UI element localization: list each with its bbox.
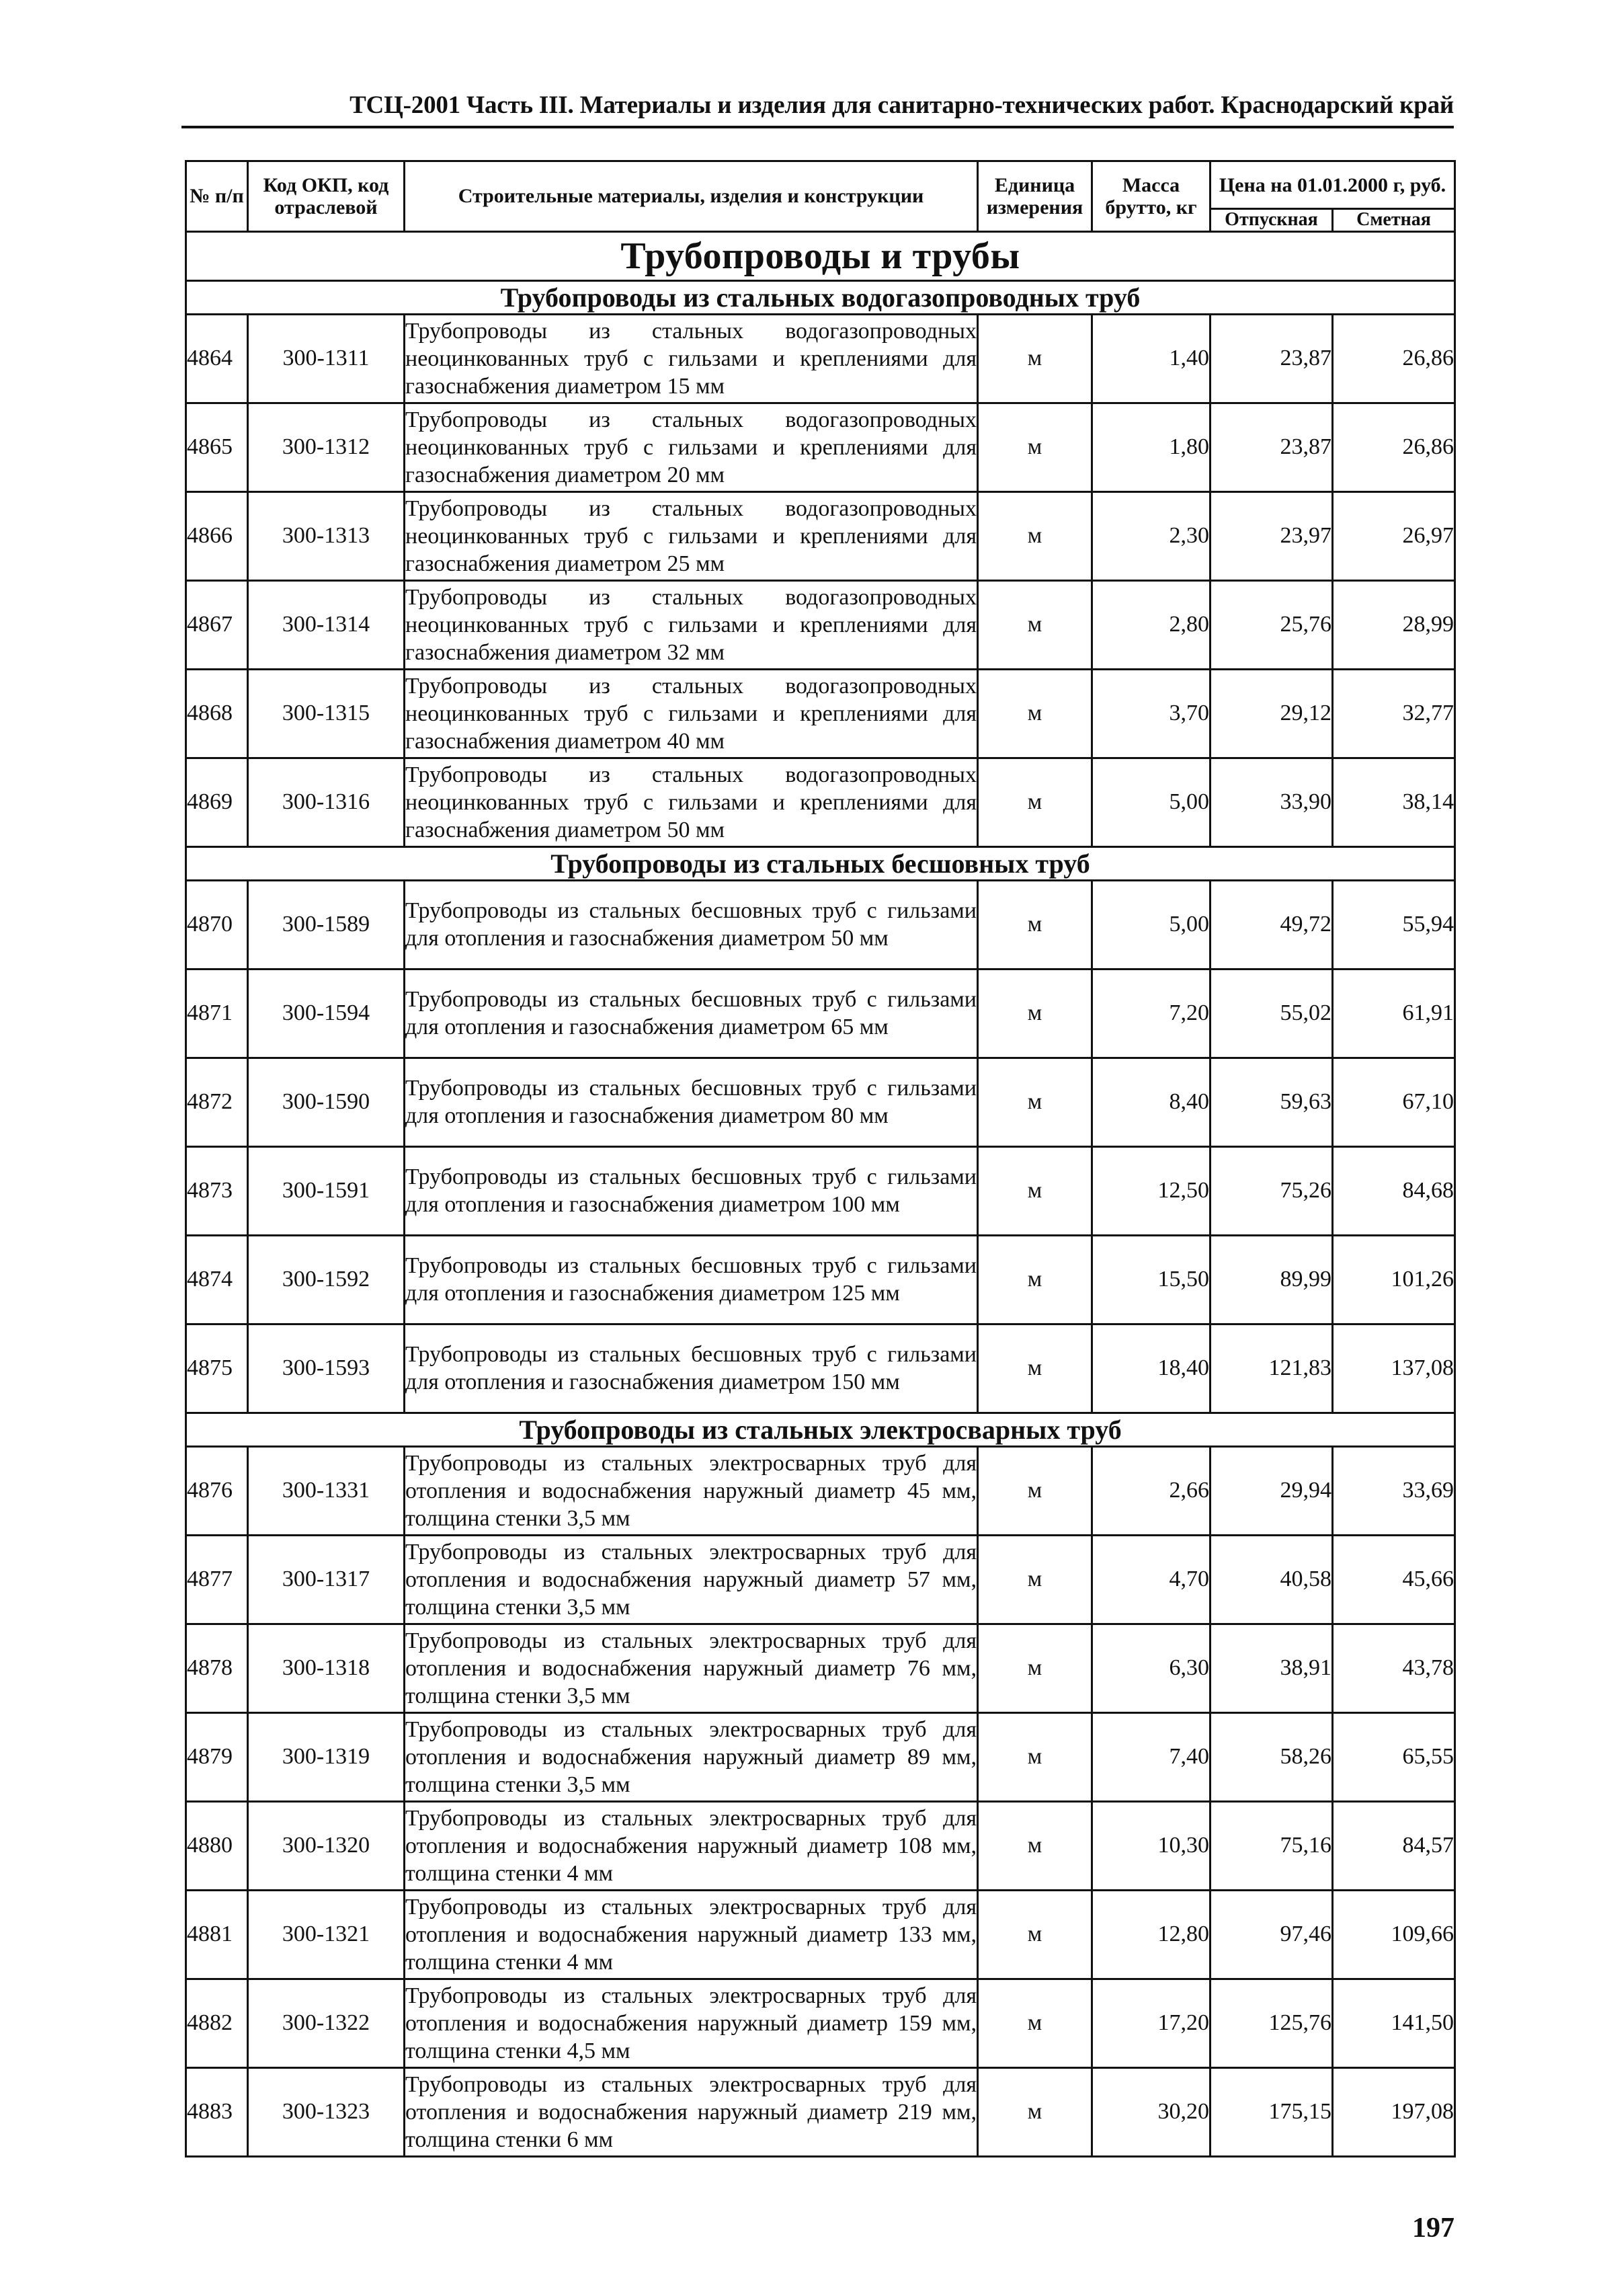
row-description: Трубопроводы из стальных электросварных труб для отопления и водоснабжения наружный диаметр 89 мм, толщина стенки 3,5 мм [405, 1712, 978, 1801]
row-number: 4874 [186, 1235, 248, 1324]
row-mass: 12,50 [1092, 1146, 1211, 1235]
col-header-mass: Масса брутто, кг [1092, 161, 1211, 232]
table-row [186, 758, 1455, 846]
row-code: 300-1320 [248, 1801, 405, 1890]
table-row [186, 1146, 1455, 1235]
row-code: 300-1589 [248, 880, 405, 969]
row-mass: 17,20 [1092, 1979, 1211, 2067]
row-price-estimate: 197,08 [1333, 2067, 1455, 2156]
row-code: 300-1591 [248, 1146, 405, 1235]
row-code: 300-1331 [248, 1446, 405, 1535]
table-row [186, 1801, 1455, 1890]
row-description: Трубопроводы из стальных бесшовных труб с гильзами для отопления и газоснабжения диаметром 125 мм [405, 1235, 978, 1324]
row-price-estimate: 32,77 [1333, 669, 1455, 758]
row-price-release: 40,58 [1211, 1535, 1333, 1624]
row-code: 300-1592 [248, 1235, 405, 1324]
row-number: 4875 [186, 1324, 248, 1413]
row-price-release: 58,26 [1211, 1712, 1333, 1801]
row-number: 4873 [186, 1146, 248, 1235]
row-description: Трубопроводы из стальных водогазопроводных неоцинкованных труб с гильзами и креплениями для газоснабжения диаметром 40 мм [405, 669, 978, 758]
row-mass: 30,20 [1092, 2067, 1211, 2156]
row-price-estimate: 84,68 [1333, 1146, 1455, 1235]
row-mass: 7,40 [1092, 1712, 1211, 1801]
row-price-release: 23,87 [1211, 403, 1333, 491]
row-mass: 1,80 [1092, 403, 1211, 491]
section-title: Трубопроводы и трубы [186, 231, 1455, 280]
row-mass: 2,30 [1092, 491, 1211, 580]
row-mass: 5,00 [1092, 880, 1211, 969]
row-description: Трубопроводы из стальных бесшовных труб с гильзами для отопления и газоснабжения диаметром 80 мм [405, 1058, 978, 1146]
row-description: Трубопроводы из стальных электросварных труб для отопления и водоснабжения наружный диаметр 76 мм, толщина стенки 3,5 мм [405, 1624, 978, 1712]
price-table [185, 160, 1456, 2158]
row-price-release: 75,26 [1211, 1146, 1333, 1235]
row-description: Трубопроводы из стальных электросварных труб для отопления и водоснабжения наружный диаметр 219 мм, толщина стенки 6 мм [405, 2067, 978, 2156]
row-code: 300-1317 [248, 1535, 405, 1624]
row-code: 300-1593 [248, 1324, 405, 1413]
row-price-estimate: 67,10 [1333, 1058, 1455, 1146]
row-price-estimate: 45,66 [1333, 1535, 1455, 1624]
row-mass: 2,66 [1092, 1446, 1211, 1535]
row-mass: 5,00 [1092, 758, 1211, 846]
subsection-title: Трубопроводы из стальных электросварных труб [186, 1413, 1455, 1446]
row-code: 300-1319 [248, 1712, 405, 1801]
subsection-title: Трубопроводы из стальных бесшовных труб [186, 846, 1455, 880]
table-head [186, 161, 1455, 232]
row-code: 300-1594 [248, 969, 405, 1058]
header-rule [181, 126, 1454, 128]
row-description: Трубопроводы из стальных электросварных труб для отопления и водоснабжения наружный диаметр 108 мм, толщина стенки 4 мм [405, 1801, 978, 1890]
row-number: 4878 [186, 1624, 248, 1712]
subsection-title: Трубопроводы из стальных водогазопроводных труб [186, 280, 1455, 314]
row-code: 300-1323 [248, 2067, 405, 2156]
row-price-release: 25,76 [1211, 580, 1333, 669]
row-number: 4871 [186, 969, 248, 1058]
row-code: 300-1315 [248, 669, 405, 758]
row-unit: м [978, 1146, 1092, 1235]
row-number: 4876 [186, 1446, 248, 1535]
row-price-release: 97,46 [1211, 1890, 1333, 1979]
row-price-estimate: 38,14 [1333, 758, 1455, 846]
row-number: 4872 [186, 1058, 248, 1146]
row-number: 4881 [186, 1890, 248, 1979]
row-unit: м [978, 403, 1092, 491]
row-price-estimate: 26,86 [1333, 403, 1455, 491]
row-unit: м [978, 758, 1092, 846]
table-row [186, 1235, 1455, 1324]
row-number: 4870 [186, 880, 248, 969]
row-mass: 3,70 [1092, 669, 1211, 758]
row-number: 4882 [186, 1979, 248, 2067]
row-description: Трубопроводы из стальных электросварных труб для отопления и водоснабжения наружный диаметр 57 мм, толщина стенки 3,5 мм [405, 1535, 978, 1624]
row-price-release: 49,72 [1211, 880, 1333, 969]
row-number: 4879 [186, 1712, 248, 1801]
row-unit: м [978, 580, 1092, 669]
page-header: ТСЦ-2001 Часть III. Материалы и изделия для санитарно-технических работ. Краснодарский край [350, 91, 1454, 119]
row-unit: м [978, 669, 1092, 758]
row-price-release: 125,76 [1211, 1979, 1333, 2067]
row-description: Трубопроводы из стальных водогазопроводных неоцинкованных труб с гильзами и креплениями для газоснабжения диаметром 15 мм [405, 314, 978, 403]
row-unit: м [978, 1801, 1092, 1890]
table-row [186, 1535, 1455, 1624]
row-price-release: 55,02 [1211, 969, 1333, 1058]
col-header-unit: Единица измерения [978, 161, 1092, 232]
row-description: Трубопроводы из стальных водогазопроводных неоцинкованных труб с гильзами и креплениями для газоснабжения диаметром 32 мм [405, 580, 978, 669]
row-number: 4868 [186, 669, 248, 758]
row-price-release: 23,97 [1211, 491, 1333, 580]
row-mass: 7,20 [1092, 969, 1211, 1058]
row-mass: 18,40 [1092, 1324, 1211, 1413]
row-code: 300-1316 [248, 758, 405, 846]
row-unit: м [978, 1712, 1092, 1801]
row-unit: м [978, 1624, 1092, 1712]
row-number: 4869 [186, 758, 248, 846]
row-unit: м [978, 1324, 1092, 1413]
table-row [186, 880, 1455, 969]
row-price-release: 175,15 [1211, 2067, 1333, 2156]
row-code: 300-1321 [248, 1890, 405, 1979]
row-price-release: 121,83 [1211, 1324, 1333, 1413]
table-row [186, 403, 1455, 491]
row-price-estimate: 101,26 [1333, 1235, 1455, 1324]
row-description: Трубопроводы из стальных бесшовных труб с гильзами для отопления и газоснабжения диаметром 50 мм [405, 880, 978, 969]
col-header-num: № п/п [186, 161, 248, 232]
col-header-price: Цена на 01.01.2000 г, руб. [1211, 161, 1455, 209]
row-price-release: 29,12 [1211, 669, 1333, 758]
row-mass: 12,80 [1092, 1890, 1211, 1979]
row-price-release: 33,90 [1211, 758, 1333, 846]
row-price-estimate: 26,86 [1333, 314, 1455, 403]
row-unit: м [978, 1535, 1092, 1624]
row-number: 4864 [186, 314, 248, 403]
row-description: Трубопроводы из стальных электросварных труб для отопления и водоснабжения наружный диаметр 159 мм, толщина стенки 4,5 мм [405, 1979, 978, 2067]
table-row [186, 1712, 1455, 1801]
row-unit: м [978, 880, 1092, 969]
row-number: 4877 [186, 1535, 248, 1624]
row-price-estimate: 43,78 [1333, 1624, 1455, 1712]
row-number: 4867 [186, 580, 248, 669]
page-number: 197 [1412, 2213, 1454, 2244]
row-unit: м [978, 2067, 1092, 2156]
row-number: 4866 [186, 491, 248, 580]
row-number: 4883 [186, 2067, 248, 2156]
row-mass: 8,40 [1092, 1058, 1211, 1146]
row-price-release: 75,16 [1211, 1801, 1333, 1890]
row-price-release: 59,63 [1211, 1058, 1333, 1146]
row-description: Трубопроводы из стальных бесшовных труб с гильзами для отопления и газоснабжения диаметром 65 мм [405, 969, 978, 1058]
row-price-estimate: 65,55 [1333, 1712, 1455, 1801]
table-row [186, 580, 1455, 669]
row-mass: 6,30 [1092, 1624, 1211, 1712]
row-description: Трубопроводы из стальных бесшовных труб с гильзами для отопления и газоснабжения диаметром 100 мм [405, 1146, 978, 1235]
row-code: 300-1312 [248, 403, 405, 491]
row-price-release: 38,91 [1211, 1624, 1333, 1712]
col-header-code: Код ОКП, код отраслевой [248, 161, 405, 232]
row-description: Трубопроводы из стальных водогазопроводных неоцинкованных труб с гильзами и креплениями для газоснабжения диаметром 25 мм [405, 491, 978, 580]
row-unit: м [978, 491, 1092, 580]
row-code: 300-1313 [248, 491, 405, 580]
row-price-estimate: 28,99 [1333, 580, 1455, 669]
row-price-release: 29,94 [1211, 1446, 1333, 1535]
row-unit: м [978, 1979, 1092, 2067]
row-unit: м [978, 1058, 1092, 1146]
row-mass: 4,70 [1092, 1535, 1211, 1624]
row-price-estimate: 33,69 [1333, 1446, 1455, 1535]
row-description: Трубопроводы из стальных бесшовных труб с гильзами для отопления и газоснабжения диаметром 150 мм [405, 1324, 978, 1413]
row-number: 4865 [186, 403, 248, 491]
row-description: Трубопроводы из стальных водогазопроводных неоцинкованных труб с гильзами и креплениями для газоснабжения диаметром 50 мм [405, 758, 978, 846]
row-price-release: 23,87 [1211, 314, 1333, 403]
table-row [186, 491, 1455, 580]
col-header-name: Строительные материалы, изделия и конструкции [405, 161, 978, 232]
table-row [186, 1624, 1455, 1712]
row-mass: 2,80 [1092, 580, 1211, 669]
row-unit: м [978, 1890, 1092, 1979]
row-number: 4880 [186, 1801, 248, 1890]
row-description: Трубопроводы из стальных электросварных труб для отопления и водоснабжения наружный диаметр 133 мм, толщина стенки 4 мм [405, 1890, 978, 1979]
table-row [186, 1446, 1455, 1535]
row-price-estimate: 141,50 [1333, 1979, 1455, 2067]
col-header-price-release: Отпускная [1211, 209, 1333, 232]
row-price-estimate: 84,57 [1333, 1801, 1455, 1890]
row-price-estimate: 109,66 [1333, 1890, 1455, 1979]
row-unit: м [978, 969, 1092, 1058]
row-mass: 10,30 [1092, 1801, 1211, 1890]
row-price-release: 89,99 [1211, 1235, 1333, 1324]
table-row [186, 2067, 1455, 2156]
row-description: Трубопроводы из стальных электросварных труб для отопления и водоснабжения наружный диаметр 45 мм, толщина стенки 3,5 мм [405, 1446, 978, 1535]
row-code: 300-1318 [248, 1624, 405, 1712]
row-description: Трубопроводы из стальных водогазопроводных неоцинкованных труб с гильзами и креплениями для газоснабжения диаметром 20 мм [405, 403, 978, 491]
row-price-estimate: 137,08 [1333, 1324, 1455, 1413]
table-row [186, 969, 1455, 1058]
table-row [186, 314, 1455, 403]
row-mass: 1,40 [1092, 314, 1211, 403]
row-mass: 15,50 [1092, 1235, 1211, 1324]
row-code: 300-1311 [248, 314, 405, 403]
row-code: 300-1314 [248, 580, 405, 669]
table-body [186, 231, 1455, 2156]
row-unit: м [978, 1235, 1092, 1324]
table-row [186, 1058, 1455, 1146]
row-price-estimate: 26,97 [1333, 491, 1455, 580]
row-unit: м [978, 1446, 1092, 1535]
row-code: 300-1590 [248, 1058, 405, 1146]
col-header-price-estimate: Сметная [1333, 209, 1455, 232]
row-unit: м [978, 314, 1092, 403]
table-row [186, 1324, 1455, 1413]
row-code: 300-1322 [248, 1979, 405, 2067]
table-row [186, 1890, 1455, 1979]
row-price-estimate: 55,94 [1333, 880, 1455, 969]
table-row [186, 669, 1455, 758]
row-price-estimate: 61,91 [1333, 969, 1455, 1058]
table-row [186, 1979, 1455, 2067]
